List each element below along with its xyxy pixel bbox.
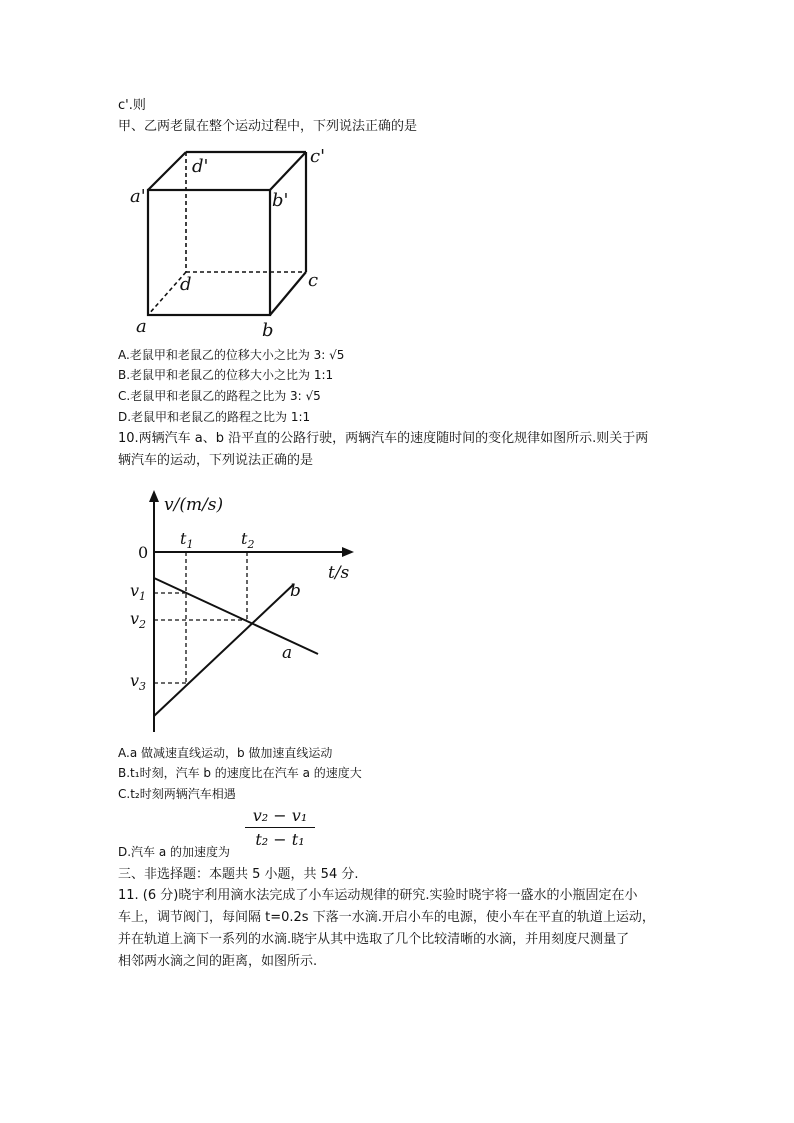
q11-line1: 11. (6 分)晓宇利用滴水法完成了小车运动规律的研究.实验时晓宇将一盛水的小瓶固定在小 [118,888,638,903]
y-axis-label: v/(m/s) [164,495,224,515]
continued-text: c'.则 [118,98,146,113]
label-d-prime: d' [192,156,209,177]
x-axis-label: t/s [328,563,350,583]
fraction-numerator: v₂ − v₁ [245,806,315,828]
acceleration-fraction [245,806,315,849]
vt-graph [118,488,368,736]
line-b-label: b [290,581,301,601]
label-a: a [136,316,147,337]
q9-option-d: D.老鼠甲和老鼠乙的路程之比为 1:1 [118,410,311,424]
q10-stem-line1: 10.两辆汽车 a、b 沿平直的公路行驶，两辆汽车的速度随时间的变化规律如图所示.则关于两 [118,431,649,446]
q9-option-c: C.老鼠甲和老鼠乙的路程之比为 3: √5 [118,389,321,403]
label-c-prime: c' [310,146,326,167]
cube-figure [128,140,328,340]
label-a-prime: a' [130,186,146,207]
line-a-label: a [282,643,293,663]
q10-option-c: C.t₂时刻两辆汽车相遇 [118,787,236,801]
label-b-prime: b' [272,190,289,211]
label-d: d [180,274,192,295]
origin-label: 0 [138,543,149,562]
q10-stem-line2: 辆汽车的运动，下列说法正确的是 [118,453,314,468]
q10-option-d: D.汽车 a 的加速度为 [118,845,231,859]
v2-label: $v_2$ [130,609,147,631]
t1-label: $t_1$ [180,529,194,551]
fraction-denominator: t₂ − t₁ [255,830,305,849]
q11-line4: 相邻两水滴之间的距离，如图所示. [118,954,318,969]
line-b [154,584,294,716]
label-c: c [308,270,319,291]
q9-option-b: B.老鼠甲和老鼠乙的位移大小之比为 1:1 [118,368,334,382]
label-b: b [262,320,274,340]
q11-line3: 并在轨道上滴下一系列的水滴.晓宇从其中选取了几个比较清晰的水滴，并用刻度尺测量了 [118,932,630,947]
q11-line2: 车上，调节阀门，每间隔 t=0.2s 下落一水滴.开启小车的电源，使小车在平直的轨道上运动， [118,910,655,925]
q9-option-a: A.老鼠甲和老鼠乙的位移大小之比为 3: √5 [118,348,345,362]
q10-option-a: A.a 做减速直线运动，b 做加速直线运动 [118,746,333,760]
section-3-heading: 三、非选择题：本题共 5 小题，共 54 分. [118,867,359,882]
q10-option-b: B.t₁时刻，汽车 b 的速度比在汽车 a 的速度大 [118,766,362,780]
v1-label: $v_1$ [130,581,147,603]
t2-label: $t_2$ [241,529,255,551]
q9-stem: 甲、乙两老鼠在整个运动过程中，下列说法正确的是 [118,119,418,134]
v3-label: $v_3$ [130,671,147,693]
